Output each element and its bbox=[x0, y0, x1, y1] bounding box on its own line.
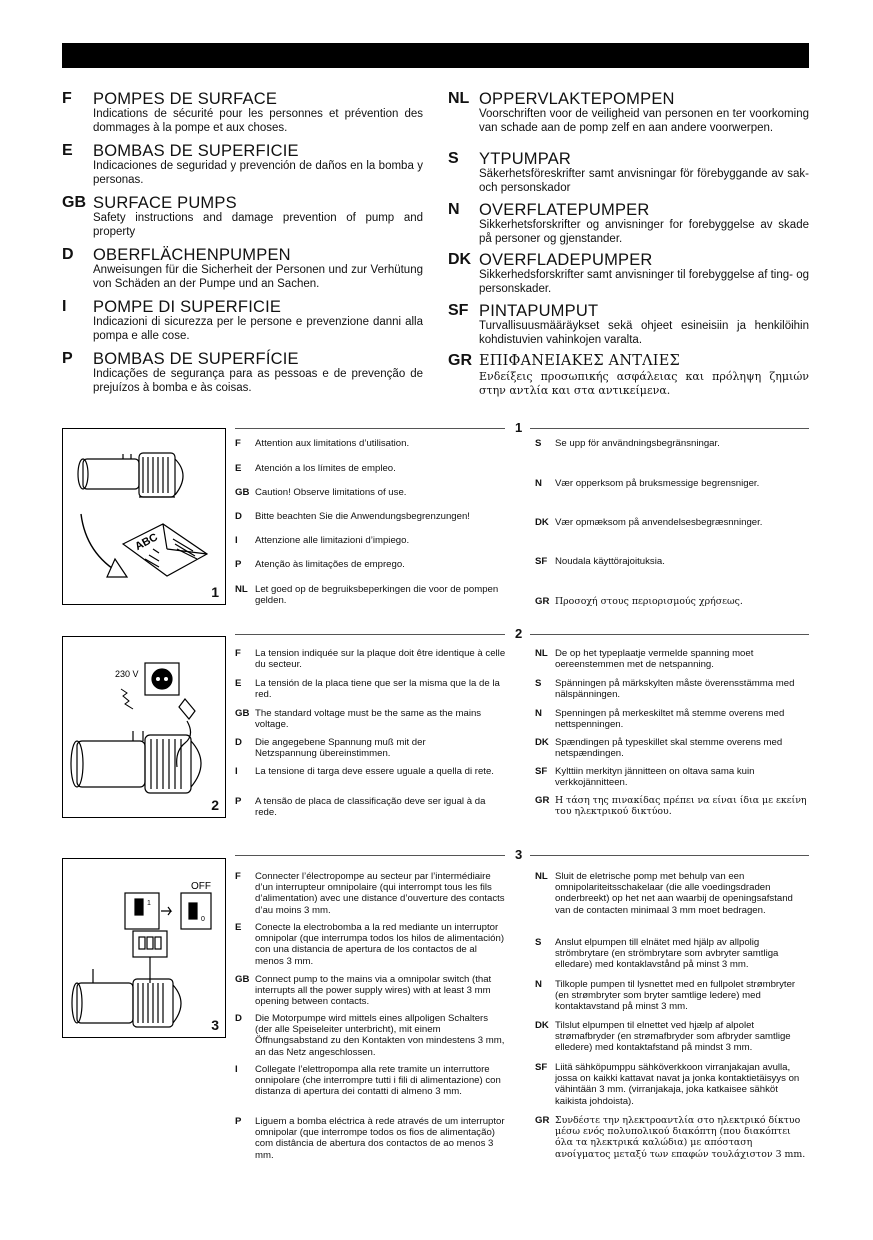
voltage-label: 230 V bbox=[115, 669, 139, 679]
instruction-text: Tilslut elpumpen til elnettet ved hjælp af alpolet strømafbryder (en strømafbryder som afbryder samtlige elledere) med kontaktafstand på mindst 3 mm. bbox=[555, 1020, 791, 1054]
figure-1 bbox=[62, 428, 226, 605]
lang-code: NL bbox=[535, 648, 548, 659]
lang-code: GR bbox=[535, 795, 550, 806]
instruction-text: Bitte beachten Sie die Anwendungsbegrenzungen! bbox=[255, 511, 470, 522]
instruction-text: Connecter l’électropompe au secteur par l’intermédiaire d’un interrupteur omnipolaire (qui interrompt tous les fils d’alimentation) avec une distance d’ouverture des contacts d’au moins 3 mm. bbox=[255, 871, 505, 916]
section-rule bbox=[530, 855, 809, 856]
book-text: ABC bbox=[133, 531, 160, 554]
lang-description: Sikkerhedsforskrifter samt anvisninger til forebyggelse af ting- og personskader. bbox=[479, 269, 809, 295]
figure-number: 1 bbox=[211, 584, 219, 600]
lang-description: Sikkerhetsforskrifter og anvisninger for forebyggelse av skade på personer og gjenstander. bbox=[479, 219, 809, 245]
figure-3 bbox=[62, 858, 226, 1038]
figure-number: 3 bbox=[211, 1017, 219, 1033]
lang-code: I bbox=[235, 1064, 238, 1075]
lang-title: OVERFLATEPUMPER bbox=[479, 201, 650, 219]
lang-code: E bbox=[235, 678, 242, 689]
section-rule bbox=[530, 634, 809, 635]
lang-code: P bbox=[235, 796, 242, 807]
lang-title: PINTAPUMPUT bbox=[479, 302, 599, 320]
lang-title: OPPERVLAKTEPOMPEN bbox=[479, 90, 675, 108]
lang-code: P bbox=[235, 559, 242, 570]
instruction-text: Attenzione alle limitazioni d’impiego. bbox=[255, 535, 410, 546]
lang-title: ΕΠΙΦΑΝΕΙΑΚΕΣ ΑΝΤΛΙΕΣ bbox=[479, 353, 680, 369]
lang-code: N bbox=[448, 201, 460, 218]
lang-description: Anweisungen für die Sicherheit der Personen und zur Verhütung von Schäden an der Pumpe und an Sachen. bbox=[93, 264, 423, 290]
instruction-text: Προσοχή στους περιορισμούς χρήσεως. bbox=[555, 596, 743, 607]
instruction-text: Kylttiin merkityn jännitteen on oltava sama kuin verkkojännitteen. bbox=[555, 766, 755, 789]
lang-title: POMPE DI SUPERFICIE bbox=[93, 298, 282, 316]
lang-code: GR bbox=[535, 596, 550, 607]
instruction-text: Η τάση της πινακίδας πρέπει να είναι ίδια με εκείνη του ηλεκτρικού δικτύου. bbox=[555, 795, 807, 818]
lang-code: NL bbox=[448, 90, 470, 107]
lang-code: GB bbox=[235, 487, 250, 498]
lang-code: DK bbox=[535, 1020, 549, 1031]
lang-code: E bbox=[62, 142, 73, 159]
instruction-text: Tilkople pumpen til lysnettet med en fullpolet strømbryter (en strømbryter som bryter samtlige ledere) med kontaktavstand på minst 3 mm. bbox=[555, 979, 796, 1013]
lang-code: SF bbox=[535, 766, 548, 777]
instruction-text: Noudala käyttörajoituksia. bbox=[555, 556, 665, 567]
lang-description: Indicações de segurança para as pessoas e de prevenção de prejuízos à bomba e às coisas. bbox=[93, 368, 423, 394]
section-number: 3 bbox=[515, 847, 523, 862]
lang-description: Turvallisuusmääräykset sekä ohjeet esineisiin ja henkilöihin kohdistuvien vahinkojen varalta. bbox=[479, 320, 809, 346]
instruction-text: Atención a los límites de empleo. bbox=[255, 463, 396, 474]
instruction-text: Anslut elpumpen till elnätet med hjälp av allpolig strömbrytare (en strömbrytare som avbryter samtliga elledare) med kontaklavstånd på minst 3 mm. bbox=[555, 937, 779, 971]
instruction-text: Liitä sähköpumppu sähköverkkoon virranjakajan avulla, jossa on kaikki kattavat navat ja jonka kontaktietäisyys on vähintään 3 mm. (virranjakaja, joka katkaisee sähköt kaikista johdoista). bbox=[555, 1062, 800, 1107]
lang-code: GB bbox=[62, 194, 86, 211]
instruction-text: Sluit de eletrische pomp met behulp van een omnipolariteitsschakelaar (die alle voedingsdraden onderbreekt) op het net aan waarbij de openingsafstand van de contacten minimaal 3 mm moet bedragen. bbox=[555, 871, 793, 916]
lang-title: YTPUMPAR bbox=[479, 150, 572, 168]
voltage-socket-illustration bbox=[63, 637, 225, 817]
lang-code: I bbox=[235, 535, 238, 546]
lang-code: NL bbox=[235, 584, 248, 595]
instruction-text: Spänningen på märkskylten måste överensstämma med nälspänningen. bbox=[555, 678, 795, 701]
instruction-text: Se upp för användningsbegränsningar. bbox=[555, 438, 720, 449]
instruction-text: Συνδέστε την ηλεκτροαντλία στο ηλεκτρικό δίκτυο μέσω ενός πολυπολικού διακόπτη (που διακόπτει όλα τα ηλεκτρικά καλώδια) με απόσταση ανοίγματος μεταξύ των επαφών τουλάχιστον 3 mm. bbox=[555, 1115, 806, 1160]
lang-code: GR bbox=[535, 1115, 550, 1126]
lang-title: OVERFLADEPUMPER bbox=[479, 251, 653, 269]
lang-code: N bbox=[535, 979, 542, 990]
lang-code: SF bbox=[448, 302, 469, 319]
lang-code: N bbox=[535, 478, 542, 489]
section-number: 1 bbox=[515, 420, 523, 435]
lang-description: Indications de sécurité pour les personnes et prévention des dommages à la pompe et aux choses. bbox=[93, 108, 423, 134]
instruction-text: Vær opmæksom på anvendelsesbegræsnninger. bbox=[555, 517, 763, 528]
instruction-text: De op het typeplaatje vermelde spanning moet oereenstemmen met de netspanning. bbox=[555, 648, 754, 671]
instruction-text: A tensão de placa de classificação deve ser igual à da rede. bbox=[255, 796, 486, 819]
lang-title: SURFACE PUMPS bbox=[93, 194, 237, 212]
figure-number: 2 bbox=[211, 797, 219, 813]
lang-title: OBERFLÄCHENPUMPEN bbox=[93, 246, 291, 264]
lang-code: S bbox=[535, 937, 542, 948]
lang-code: F bbox=[235, 871, 241, 882]
instruction-text: Liguem a bomba eléctrica à rede através de um interruptor omnipolar (que interrompe todos os fios de alimentação) com distância de abertura dos contactos de ao menos 3 mm. bbox=[255, 1116, 505, 1161]
lang-code: N bbox=[535, 708, 542, 719]
instruction-text: La tensión de la placa tiene que ser la misma que la de la red. bbox=[255, 678, 500, 701]
lang-code: NL bbox=[535, 871, 548, 882]
lang-code: GB bbox=[235, 974, 250, 985]
instruction-text: Collegate l’elettropompa alla rete tramite un interruttore onnipolare (che interrompre tutti i fili di alimentazione) con distanza di apertura dei contatti di almeno 3 mm. bbox=[255, 1064, 501, 1098]
figure-2 bbox=[62, 636, 226, 818]
instruction-text: Spændingen på typeskillet skal stemme overens med netspændingen. bbox=[555, 737, 783, 760]
lang-code: E bbox=[235, 463, 242, 474]
switch-off-label: 0 bbox=[201, 916, 205, 923]
instruction-text: La tensione di targa deve essere uguale a quella di rete. bbox=[255, 766, 494, 777]
instruction-text: The standard voltage must be the same as the mains voltage. bbox=[255, 708, 482, 731]
lang-code: I bbox=[62, 298, 67, 315]
lang-code: DK bbox=[448, 251, 472, 268]
lang-description: Indicazioni di sicurezza per le persone e prevenzione danni alla pompa e alle cose. bbox=[93, 316, 423, 342]
omnipolar-switch-illustration bbox=[63, 859, 225, 1037]
top-black-bar bbox=[62, 43, 809, 68]
instruction-text: Die Motorpumpe wird mittels eines allpoligen Schalters (der alle Speiseleiter unterbricht), mit einem Öffnungsabstand zu den Kontakten von mindestens 3 mm, an das Netz angeschlossen. bbox=[255, 1013, 505, 1058]
lang-code: S bbox=[448, 150, 459, 167]
section-rule bbox=[235, 634, 505, 635]
section-rule bbox=[235, 855, 505, 856]
pump-and-manual-illustration bbox=[63, 429, 225, 604]
instruction-text: Vær opperksom på bruksmessige begrensniger. bbox=[555, 478, 760, 489]
lang-code: P bbox=[62, 350, 73, 367]
section-number: 2 bbox=[515, 626, 523, 641]
lang-code: F bbox=[62, 90, 72, 107]
lang-code: D bbox=[62, 246, 74, 263]
lang-code: P bbox=[235, 1116, 242, 1127]
lang-code: SF bbox=[535, 1062, 548, 1073]
lang-code: SF bbox=[535, 556, 548, 567]
section-rule bbox=[530, 428, 809, 429]
lang-code: GB bbox=[235, 708, 250, 719]
instruction-text: Atenção às limitações de emprego. bbox=[255, 559, 405, 570]
instruction-text: Let goed op de begruiksbeperkingen die voor de pompen gelden. bbox=[255, 584, 499, 607]
lang-code: S bbox=[535, 678, 542, 689]
lang-description: Indicaciones de seguridad y prevención de daños en la bomba y personas. bbox=[93, 160, 423, 186]
lang-code: D bbox=[235, 1013, 242, 1024]
lang-title: BOMBAS DE SUPERFICIE bbox=[93, 142, 299, 160]
lang-code: DK bbox=[535, 737, 549, 748]
lang-description: Safety instructions and damage prevention of pump and property bbox=[93, 212, 423, 238]
section-rule bbox=[235, 428, 505, 429]
instruction-text: Die angegebene Spannung muß mit der Netzspannung übereinstimmen. bbox=[255, 737, 426, 760]
switch-on-label: 1 bbox=[147, 900, 151, 907]
instruction-text: La tension indiquée sur la plaque doit être identique à celle du secteur. bbox=[255, 648, 506, 671]
lang-code: D bbox=[235, 737, 242, 748]
lang-code: E bbox=[235, 922, 242, 933]
lang-title: BOMBAS DE SUPERFÍCIE bbox=[93, 350, 299, 368]
lang-code: S bbox=[535, 438, 542, 449]
lang-code: F bbox=[235, 438, 241, 449]
lang-code: DK bbox=[535, 517, 549, 528]
lang-code: I bbox=[235, 766, 238, 777]
lang-code: GR bbox=[448, 352, 472, 369]
instruction-text: Caution! Observe limitations of use. bbox=[255, 487, 407, 498]
instruction-text: Spenningen på merkeskiltet må stemme overens med nettspenningen. bbox=[555, 708, 785, 731]
instruction-text: Connect pump to the mains via a omnipolar switch (that interrupts all the power supply wires) with at least 3 mm opening between contacts. bbox=[255, 974, 492, 1008]
lang-description: Ενδείξεις προσωπικής ασφάλειας και πρόληψη ζημιών στην αντλία και στα αντικείμενα. bbox=[479, 370, 809, 397]
off-label: OFF bbox=[191, 881, 211, 892]
lang-title: POMPES DE SURFACE bbox=[93, 90, 278, 108]
instruction-text: Conecte la electrobomba a la red mediante un interruptor omnipolar (que interrumpa todos los hilos de alimentación) con una distancia de apertura de los contactos de al menos 3 mm. bbox=[255, 922, 505, 967]
lang-code: D bbox=[235, 511, 242, 522]
instruction-text: Attention aux limitations d’utilisation. bbox=[255, 438, 410, 449]
lang-description: Säkerhetsföreskrifter samt anvisningar för förebyggande av sak-och personskador bbox=[479, 168, 809, 194]
lang-description: Voorschriften voor de veiligheid van personen en ter voorkoming van schade aan de pomp zelf en aan andere voorwerpen. bbox=[479, 108, 809, 134]
lang-code: F bbox=[235, 648, 241, 659]
